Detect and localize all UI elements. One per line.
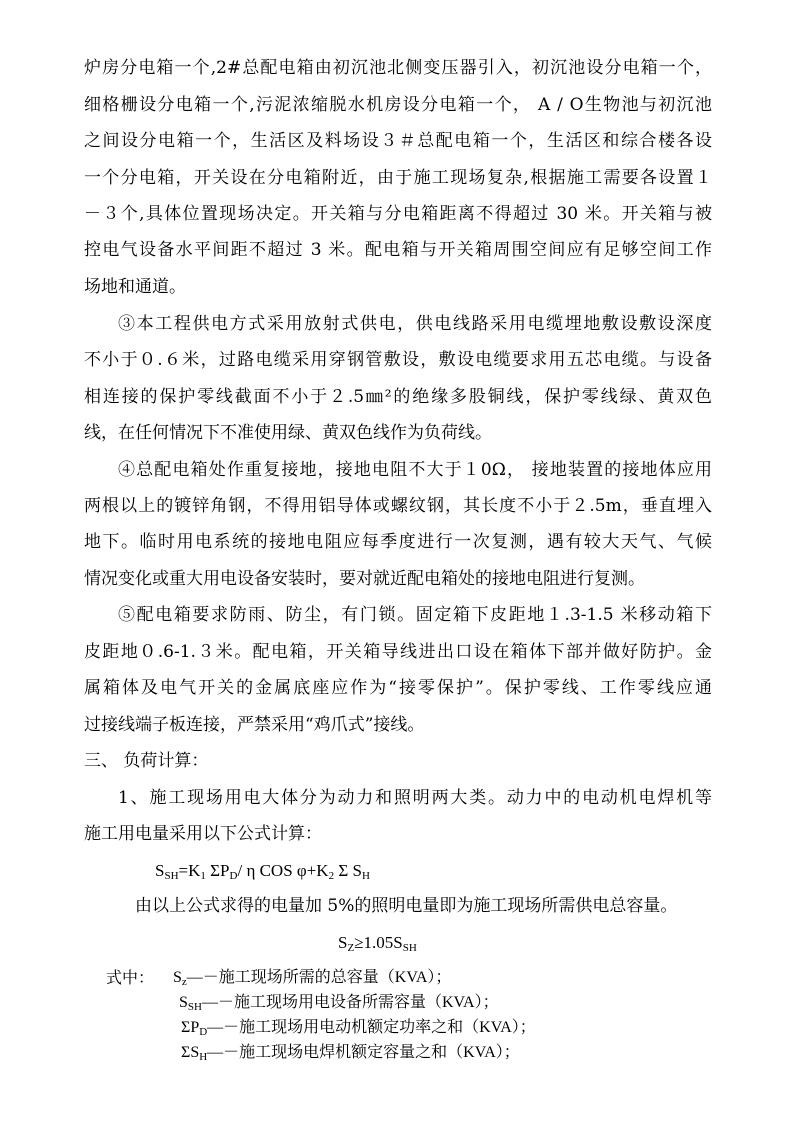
formula2-rel: ≥1.05S <box>354 933 403 952</box>
formula-cos-k2: / η COS φ+K <box>237 861 329 880</box>
def1-sub: z <box>181 976 187 988</box>
total-capacity-formula <box>338 933 417 954</box>
formula-sh-sub: H <box>361 870 370 882</box>
definitions-label: 式中： <box>106 968 155 987</box>
definition-sz <box>173 970 451 986</box>
def4-sub: H <box>199 1051 208 1063</box>
def2-symbol: S <box>179 994 188 1011</box>
para1-line-3: 之间设分电箱一个，生活区及料场设３＃总配电箱一个，生活区和综合楼各设 <box>84 131 712 151</box>
formula-k2-sub: 2 <box>328 870 335 882</box>
para1-line-5: －３个,具体位置现场决定。开关箱与分电箱距离不得超过 30 米。开关箱与被 <box>84 204 712 224</box>
para6: 由以上公式求得的电量加 5%的照明电量即为施工现场所需供电总容量。 <box>135 896 678 916</box>
definition-spd <box>181 1020 536 1036</box>
formula2-s: S <box>338 933 348 952</box>
para2-line-3: 相连接的保护零线截面不小于２.5㎜²的绝缘多股铜线，保护零线绿、黄双色 <box>84 387 712 407</box>
para1-line-7: 场地和通道。 <box>84 277 186 297</box>
def4-symbol: ΣS <box>181 1044 200 1061</box>
formula-k1-sub: 1 <box>200 870 206 882</box>
para3-line-4: 情况变化或重大用电设备安装时，要对就近配电箱处的接地电阻进行复测。 <box>84 569 645 589</box>
load-formula <box>155 861 370 882</box>
para2-line-4: 线，在任何情况下不准使用绿、黄双色线作为负荷线。 <box>84 423 492 443</box>
para2-line-1: ③本工程供电方式采用放射式供电，供电线路采用电缆埋地敷设敷设深度 <box>118 314 712 334</box>
para2-line-2: 不小于０.６米，过路电缆采用穿钢管敷设，敷设电缆要求用五芯电缆。与设备 <box>84 350 712 370</box>
para1-line-4: 一个分电箱，开关设在分电箱附近，由于施工现场复杂,根据施工需要各设置１ <box>84 168 712 188</box>
formula-sum-pd: ΣP <box>205 861 230 880</box>
def1-symbol: S <box>173 969 182 986</box>
definition-ssh <box>179 995 499 1011</box>
def3-text: —－施工现场用电动机额定功率之和（KVA）； <box>207 1019 536 1036</box>
para4-line-3: 属箱体及电气开关的金属底座应作为“接零保护”。保护零线、工作零线应通 <box>84 678 712 698</box>
para1-line-1: 炉房分电箱一个,2#总配电箱由初沉池北侧变压器引入，初沉池设分电箱一个， <box>84 58 712 78</box>
section-heading: 三、 负荷计算： <box>84 751 209 771</box>
def1-text: —－施工现场所需的总容量（KVA）； <box>186 969 452 986</box>
formula2-s-sub: Z <box>347 942 355 954</box>
formula2-rel-sub: SH <box>402 942 417 954</box>
para3-line-2: 两根以上的镀锌角钢，不得用铝导体或螺纹钢，其长度不小于２.5m，垂直埋入 <box>84 496 712 516</box>
para4-line-1: ⑤配电箱要求防雨、防尘，有门锁。固定箱下皮距地１.3-1.5 米移动箱下 <box>118 605 712 625</box>
def2-sub: SH <box>187 1001 202 1013</box>
para1-line-6: 控电气设备水平间距不超过 3 米。配电箱与开关箱周围空间应有足够空间工作 <box>84 240 712 260</box>
para5-line-1: 1、施工现场用电大体分为动力和照明两大类。动力中的电动机电焊机等 <box>118 788 712 808</box>
para3-line-1: ④总配电箱处作重复接地，接地电阻不大于１0Ω， 接地装置的接地体应用 <box>118 460 712 480</box>
formula-k1: =K <box>178 861 201 880</box>
formula-sum-sh: Σ S <box>334 861 362 880</box>
formula-s-sub: SH <box>164 870 179 882</box>
para4-line-4: 过接线端子板连接，严禁采用“鸡爪式”接线。 <box>84 715 425 735</box>
def4-text: —－施工现场电焊机额定容量之和（KVA）； <box>207 1044 520 1061</box>
def3-sub: D <box>199 1026 208 1038</box>
formula-pd-sub: D <box>229 870 238 882</box>
para5-line-2: 施工用电量采用以下公式计算： <box>84 824 322 844</box>
def2-text: —－施工现场用电设备所需容量（KVA）； <box>201 994 499 1011</box>
para4-line-2: 皮距地０.6-1.３米。配电箱，开关箱导线进出口设在箱体下部并做好防护。金 <box>84 642 712 662</box>
formula-s: S <box>155 861 165 880</box>
para3-line-3: 地下。临时用电系统的接地电阻应每季度进行一次复测，遇有较大天气、气候 <box>84 532 712 552</box>
def3-symbol: ΣP <box>181 1019 200 1036</box>
definition-ssh-welder <box>181 1045 520 1061</box>
para1-line-2: 细格栅设分电箱一个,污泥浓缩脱水机房设分电箱一个， A / O生物池与初沉池 <box>84 95 712 115</box>
